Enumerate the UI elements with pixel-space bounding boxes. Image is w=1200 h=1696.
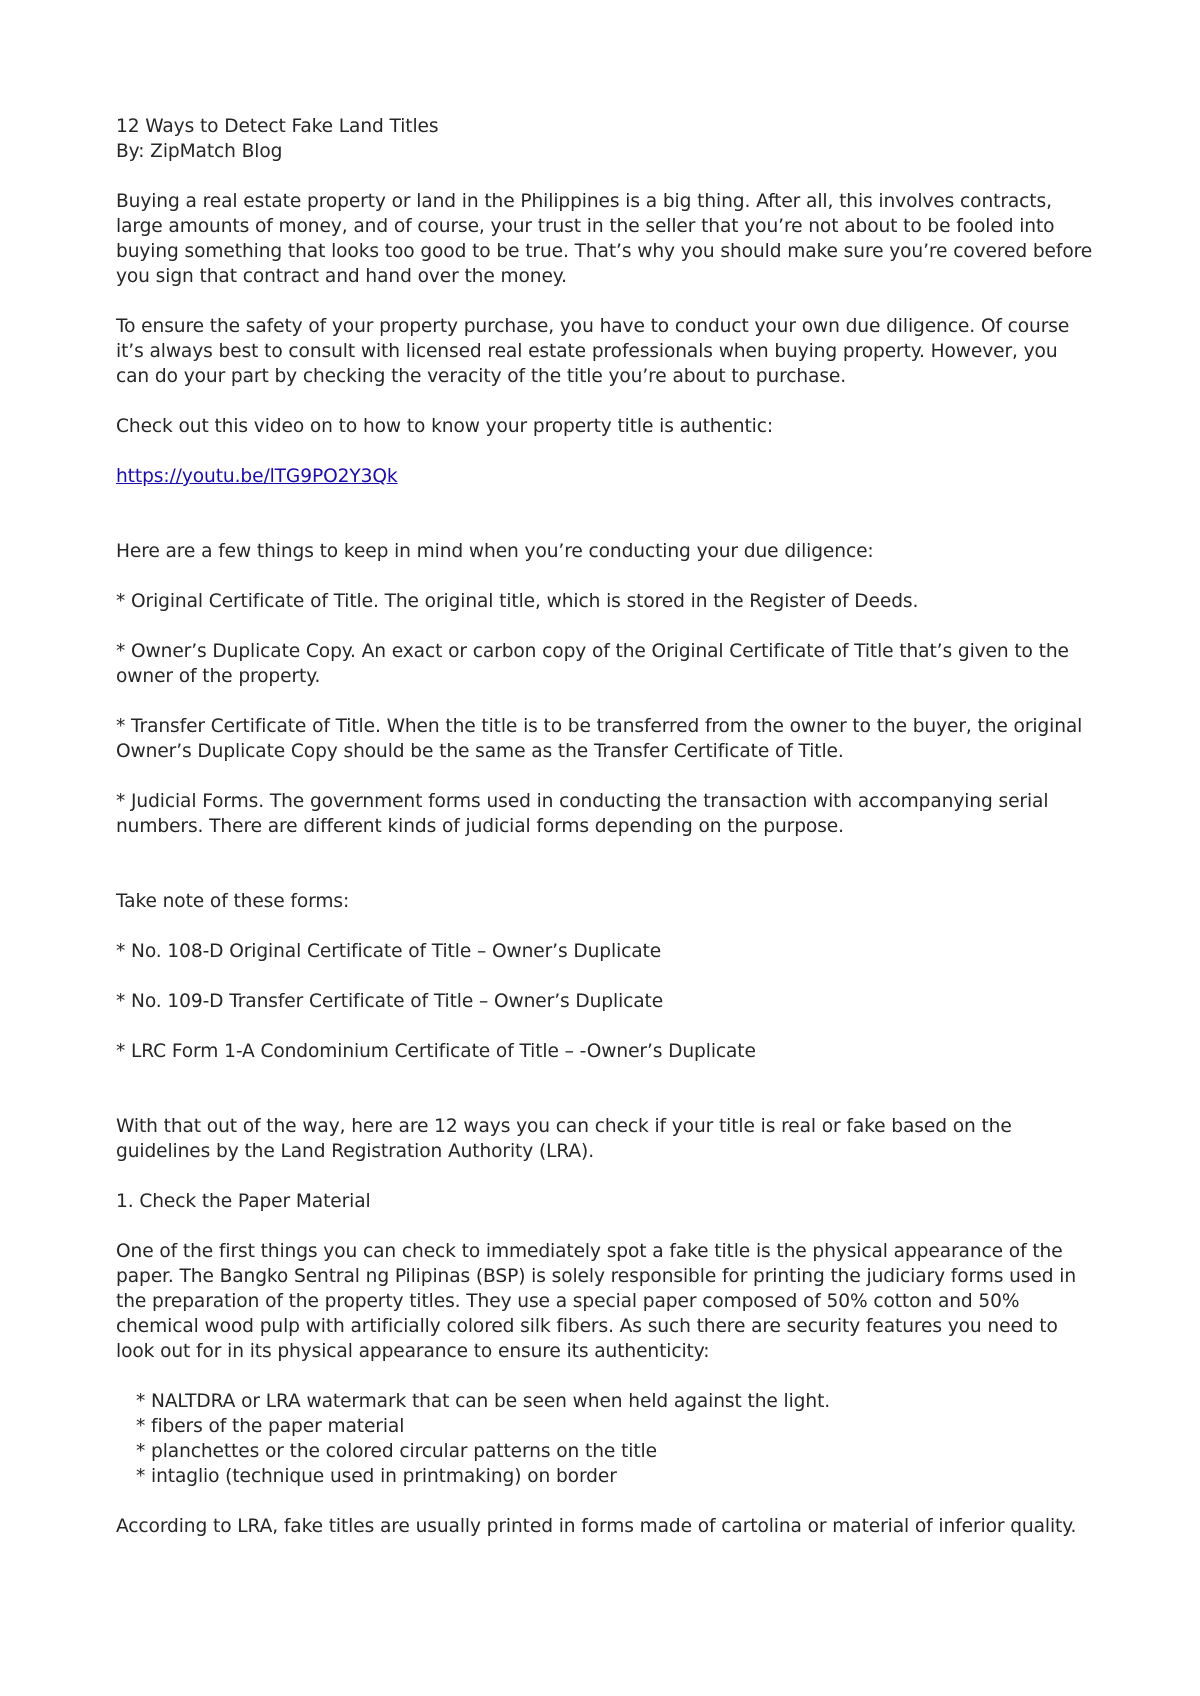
document-page (116, 114, 1096, 1539)
form-item: * No. 109-D Transfer Certificate of Title – Owner’s Duplicate (116, 991, 664, 1012)
section-1-heading: 1. Check the Paper Material (116, 1191, 371, 1212)
ways-intro-text: With that out of the way, here are 12 ways you can check if your title is real or fake based on the guidelines by the Land Registration Authority (LRA). (116, 1116, 1012, 1162)
form-item: * No. 108-D Original Certificate of Title – Owner’s Duplicate (116, 941, 662, 962)
form-item: * LRC Form 1-A Condominium Certificate of Title – -Owner’s Duplicate (116, 1041, 756, 1062)
security-feature-item: * planchettes or the colored circular patterns on the title (136, 1441, 657, 1462)
video-link[interactable]: https://youtu.be/lTG9PO2Y3Qk (116, 466, 398, 487)
list-item: * Judicial Forms. The government forms used in conducting the transaction with accompanying serial numbers. There are different kinds of judicial forms depending on the purpose. (116, 791, 1049, 837)
document-title: 12 Ways to Detect Fake Land Titles (116, 116, 439, 137)
security-features-list (116, 1389, 1096, 1489)
video-intro-text: Check out this video on to how to know your property title is authentic: (116, 416, 774, 437)
keep-in-mind-text: Here are a few things to keep in mind when you’re conducting your due diligence: (116, 541, 874, 562)
document-byline: By: ZipMatch Blog (116, 141, 283, 162)
conclusion-text: According to LRA, fake titles are usually printed in forms made of cartolina or material of inferior quality. (116, 1516, 1077, 1537)
forms-intro-text: Take note of these forms: (116, 891, 350, 912)
security-feature-item: * fibers of the paper material (136, 1416, 405, 1437)
intro-paragraph-2: To ensure the safety of your property purchase, you have to conduct your own due diligence. Of course it’s always best to consult with licensed real estate professionals when buying property. However, you can do your part by checking the veracity of the title you’re about to purchase. (116, 316, 1070, 387)
list-item: * Original Certificate of Title. The original title, which is stored in the Register of Deeds. (116, 591, 919, 612)
security-feature-item: * intaglio (technique used in printmaking) on border (136, 1466, 617, 1487)
list-item: * Transfer Certificate of Title. When the title is to be transferred from the owner to the buyer, the original Owner’s Duplicate Copy should be the same as the Transfer Certificate of Title. (116, 716, 1083, 762)
intro-paragraph-1: Buying a real estate property or land in the Philippines is a big thing. After all, this involves contracts, large amounts of money, and of course, your trust in the seller that you’re not about to be fooled into buying something that looks too good to be true. That’s why you should make sure you’re covered before you sign that contract and hand over the money. (116, 191, 1093, 287)
section-1-body: One of the first things you can check to immediately spot a fake title is the physical appearance of the paper. The Bangko Sentral ng Pilipinas (BSP) is solely responsible for printing the judiciary forms used in the preparation of the property titles. They use a special paper composed of 50% cotton and 50% chemical wood pulp with artificially colored silk fibers. As such there are security features you need to look out for in its physical appearance to ensure its authenticity: (116, 1241, 1077, 1362)
security-feature-item: * NALTDRA or LRA watermark that can be seen when held against the light. (136, 1391, 831, 1412)
list-item: * Owner’s Duplicate Copy. An exact or carbon copy of the Original Certificate of Title that’s given to the owner of the property. (116, 641, 1069, 687)
